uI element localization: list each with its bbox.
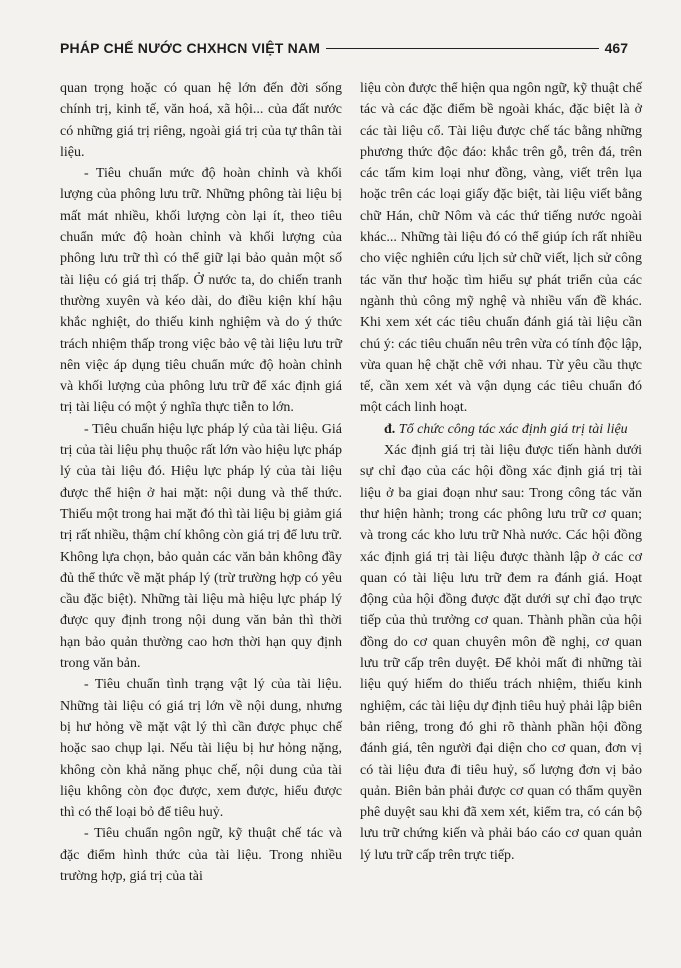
paragraph: - Tiêu chuẩn ngôn ngữ, kỹ thuật chế tác và đặc điểm hình thức của tài liệu. Trong nhiều trường hợp, giá trị của tài (60, 826, 342, 884)
paragraph: liệu còn được thể hiện qua ngôn ngữ, kỹ thuật chế tác và các đặc điểm bề ngoài khác, đặc biệt là ở các tài liệu cổ. Tài liệu được chế tác bằng những phương thức độc đáo: khắc trên gỗ, trên đá, trên các tấm kim loại như đồng, vàng, viết trên lụa hoặc trên các loại giấy đặc biệt, tài liệu viết bằng chữ Hán, chữ Nôm và các thứ tiếng nước ngoài khác... Những tài liệu đó có thể giúp ích rất nhiều cho việc nghiên cứu lịch sử chữ viết, lịch sử công tác văn thư hoặc tìm hiểu sự phát triển của các ngành thủ công mỹ nghệ và nhiều vấn đề khác. Khi xem xét các tiêu chuẩn đánh giá tài liệu cần chú ý: các tiêu chuẩn nêu trên vừa có tính độc lập, vừa quan hệ chặt chẽ với nhau. Từ yêu cầu thực tế, cần xem xét và vận dụng các tiêu chuẩn đó một cách linh hoạt. (360, 81, 642, 416)
paragraph: - Tiêu chuẩn hiệu lực pháp lý của tài liệu. Giá trị của tài liệu phụ thuộc rất lớn vào hiệu lực pháp lý của tài liệu đó. Hiệu lực pháp lý của tài liệu được thể hiện ở hai mặt: nội dung và thể thức. Thiếu một trong hai mặt đó thì tài liệu bị giảm giá trị rất nhiều, thậm chí không còn giá trị để lưu trữ. Không lựa chọn, bảo quản các văn bản không đầy đủ thể thức về mặt pháp lý (trừ trường hợp có yêu cầu đặc biệt). Những tài liệu mà hiệu lực pháp lý được quy định trong nội dung văn bản thì thời hạn bảo quản thường cao hơn thời hạn quy định trong văn bản. (60, 421, 342, 672)
running-title: PHÁP CHẾ NƯỚC CHXHCN VIỆT NAM (60, 40, 321, 56)
paragraph: quan trọng hoặc có quan hệ lớn đến đời sống chính trị, kinh tế, văn hoá, xã hội... của đất nước có những giá trị riêng, ngoài giá trị của tự thân tài liệu. (60, 81, 342, 160)
page-number: 467 (604, 40, 628, 56)
paragraph: - Tiêu chuẩn tình trạng vật lý của tài liệu. Những tài liệu có giá trị lớn về nội dung, nhưng bị hư hỏng về mặt vật lý thì cần được phục chế hoặc sao chụp lại. Nếu tài liệu bị hư hỏng nặng, không còn khả năng phục chế, nội dung của tài liệu không còn đọc được, xem được, hiểu được thì có thể loại bỏ để tiêu huỷ. (60, 677, 342, 821)
header-rule (326, 48, 599, 49)
paragraph: Xác định giá trị tài liệu được tiến hành dưới sự chỉ đạo của các hội đồng xác định giá trị tài liệu ở ba giai đoạn như sau: Trong công tác văn thư hiện hành; trong các phông lưu trữ cơ quan; và trong các kho lưu trữ Nhà nước. Các hội đồng xác định giá trị tài liệu được thành lập ở các cơ quan có tài liệu lưu trữ đem ra đánh giá. Hoạt động của hội đồng được đặt dưới sự chỉ đạo trực tiếp của thủ trưởng cơ quan. Thành phần của hội đồng do cơ quan chuyên môn đề nghị, cơ quan lưu trữ cấp trên duyệt. Để khỏi mất đi những tài liệu quý hiếm do thiếu trách nhiệm, thiếu kinh nghiệm, các tài liệu dự định tiêu huỷ phải lập biên bản riêng, trong đó ghi rõ thành phần hội đồng đánh giá, tên người đại diện cho cơ quan, đơn vị có tài liệu đưa đi tiêu huỷ, số lượng đơn vị bảo quản. Biên bản phải được cơ quan có thẩm quyền phê duyệt sau khi đã xem xét, kiểm tra, có cán bộ lưu trữ chứng kiến và phải báo cáo cơ quan quản lý lưu trữ cấp trên trực tiếp. (360, 443, 642, 863)
running-header (60, 36, 628, 60)
section-number: đ. (384, 421, 396, 437)
section-title: Tổ chức công tác xác định giá trị tài liệu (398, 421, 628, 437)
paragraph: - Tiêu chuẩn mức độ hoàn chỉnh và khối lượng của phông lưu trữ. Những phông tài liệu bị mất mát nhiều, khối lượng còn lại ít, theo tiêu chuẩn mức độ hoàn chỉnh và khối lượng của phông lưu trữ thì có thể giữ lại bảo quản một số tài liệu có giá trị thấp. Ở nước ta, do chiến tranh thường xuyên và kéo dài, do điều kiện khí hậu khắc nghiệt, do thiếu kinh nghiệm và do ý thức trách nhiệm thấp trong việc bảo vệ tài liệu lưu trữ nên việc áp dụng tiêu chuẩn mức độ hoàn chỉnh và khối lượng của phông lưu trữ để xác định giá trị tài liệu có một ý nghĩa thực tiễn to lớn. (60, 166, 342, 416)
left-column (60, 78, 342, 887)
section-heading (360, 419, 642, 440)
right-column (360, 78, 642, 866)
